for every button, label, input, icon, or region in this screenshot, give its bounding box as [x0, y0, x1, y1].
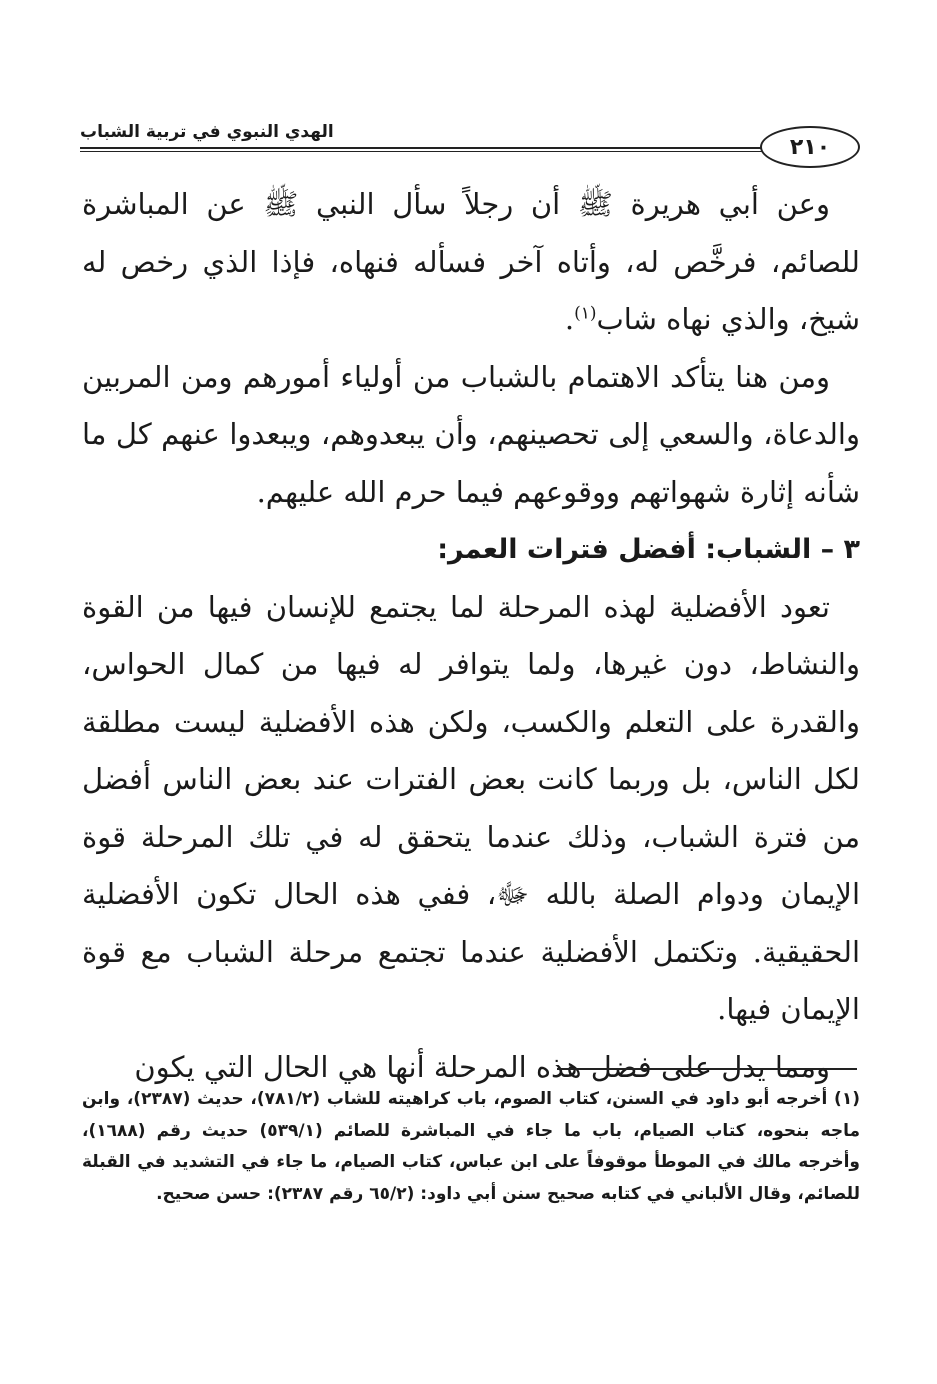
section-heading: ٣ – الشباب: أفضل فترات العمر: [437, 534, 860, 565]
body-text [82, 176, 860, 1096]
footnote-reference[interactable]: (١) [574, 303, 597, 324]
running-title: الهدي النبوي في تربية الشباب [80, 122, 334, 142]
page-number: ٢١٠ [760, 126, 860, 168]
paragraph-4: ومما يدل على فضل هذه المرحلة أنها هي الحال التي يكون [134, 1049, 830, 1084]
header-rule [80, 147, 770, 152]
paragraph-1-end: . [564, 302, 575, 336]
footnotes [82, 1084, 860, 1210]
footnote-1: (١) أخرجه أبو داود في السنن، كتاب الصوم، باب كراهيته للشاب (٧٨١/٢)، حديث (٢٣٨٧)، وابن ماجه بنحوه، كتاب الصيام، باب ما جاء في المباشرة للصائم (٥٣٩/١) حديث رقم (١٦٨٨)، وأخرجه مالك في الموطأ موقوفاً على ابن عباس، كتاب الصيام، ما جاء في التشديد في القبلة للصائم، وقال الألباني في كتابه صحيح سنن أبي داود: (٦٥/٢ رقم ٢٣٨٧): حسن صحيح. [82, 1089, 860, 1204]
paragraph-3: تعود الأفضلية لهذه المرحلة لما يجتمع للإنسان فيها من القوة والنشاط، دون غيرها، ولما يتوافر له فيها من كمال الحواس، والقدرة على التعلم والكسب، ولكن هذه الأفضلية ليست مطلقة لكل الناس، بل وربما كانت بعض الفترات عند بعض الناس أفضل من فترة الشباب، وذلك عندما يتحقق له في تلك المرحلة قوة الإيمان ودوام الصلة بالله ﷻ، ففي هذه الحال تكون الأفضلية الحقيقية. وتكتمل الأفضلية عندما تجتمع مرحلة الشباب مع قوة الإيمان فيها. [82, 589, 860, 1026]
paragraph-1 [82, 176, 860, 349]
footnote-separator [557, 1068, 857, 1070]
paragraph-1-text: وعن أبي هريرة ﷺ أن رجلاً سأل النبي ﷺ عن المباشرة للصائم، فرخَّص له، وأتاه آخر فسأله فنهاه، فإذا الذي رخص له شيخ، والذي نهاه شاب [82, 187, 860, 336]
paragraph-2: ومن هنا يتأكد الاهتمام بالشباب من أولياء أمورهم ومن المربين والدعاة، والسعي إلى تحصينهم، وأن يبعدوهم، ويبعدوا عنهم كل ما شأنه إثارة شهواتهم ووقوعهم فيما حرم الله عليهم. [82, 359, 860, 509]
